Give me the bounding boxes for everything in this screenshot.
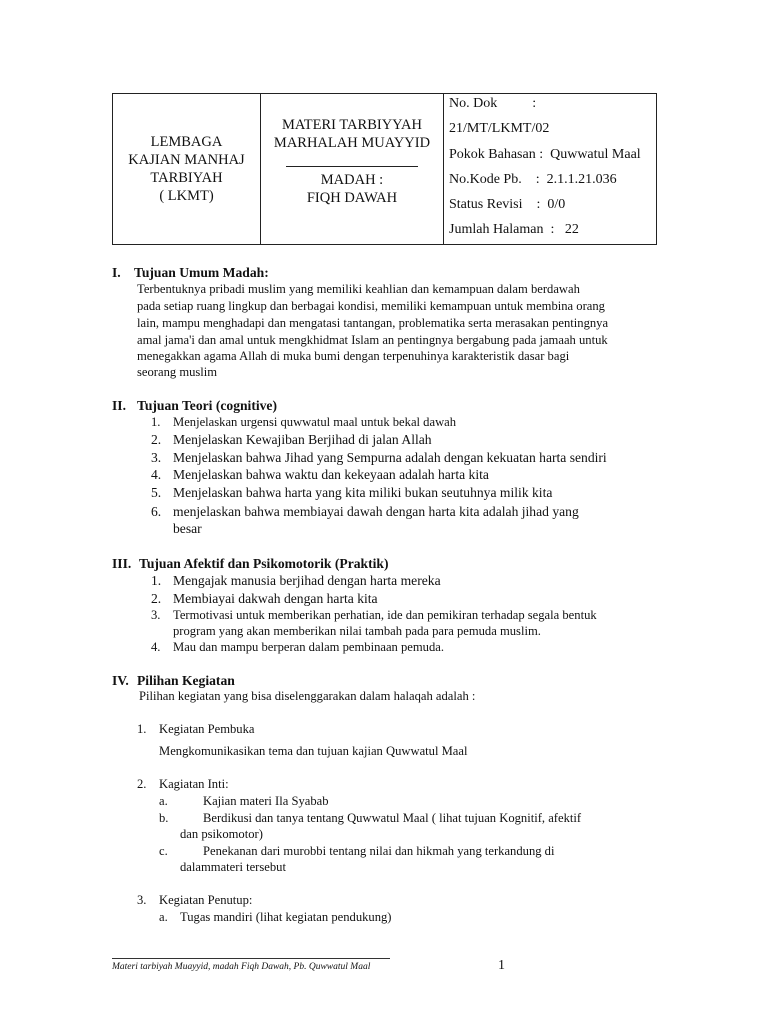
madah-line: FIQH DAWAH (306, 190, 398, 206)
paragraph-line: amal jama'i dan amal untuk mengkhidmat Islam an pentingnya bergabung pada jamaah untuk (137, 333, 608, 347)
materi-line: MATERI TARBIYYAH (282, 117, 422, 133)
list-number: 2. (151, 591, 162, 606)
list-number: 3. (151, 450, 162, 465)
list-number: 5. (151, 485, 162, 500)
sub-item-continuation: dan psikomotor) (180, 827, 263, 841)
org-line: TARBIYAH (150, 170, 223, 186)
list-item-continuation: program yang akan memberikan nilai tambah pada para pemuda muslim. (173, 624, 541, 638)
activity-number: 3. (137, 893, 147, 907)
list-number: 6. (151, 504, 162, 519)
list-number: 3. (151, 608, 161, 622)
list-item: menjelaskan bahwa membiayai dawah dengan harta kita adalah jihad yang (173, 504, 579, 519)
list-item: Membiayai dakwah dengan harta kita (173, 591, 378, 606)
doc-info-row: No. Dok : (449, 96, 537, 111)
list-item: Menjelaskan bahwa harta yang kita miliki bukan seutuhnya milik kita (173, 485, 553, 500)
header-table (112, 93, 657, 245)
list-number: 4. (151, 467, 162, 482)
list-item: Menjelaskan urgensi quwwatul maal untuk bekal dawah (173, 415, 457, 429)
paragraph-line: lain, mampu menghadapi dan mengatasi tantangan, problematika serta merasakan pentingnya (137, 316, 609, 330)
activity-number: 1. (137, 722, 147, 736)
org-cell (113, 94, 261, 244)
sub-item-letter: a. (159, 794, 168, 808)
activity-title: Kegiatan Penutup: (159, 893, 253, 907)
sub-item: Penekanan dari murobbi tentang nilai dan hikmah yang terkandung di (203, 844, 555, 858)
sub-item-continuation: dalammateri tersebut (180, 860, 286, 874)
sub-item-letter: b. (159, 811, 169, 825)
sub-item: Tugas mandiri (lihat kegiatan pendukung) (180, 910, 392, 924)
section-title: Tujuan Teori (cognitive) (137, 398, 277, 413)
section-title: Pilihan Kegiatan (137, 673, 235, 688)
activity-title: Kagiatan Inti: (159, 777, 229, 791)
list-item-continuation: besar (173, 521, 202, 536)
paragraph-line: Terbentuknya pribadi muslim yang memiliki keahlian dan kemampuan dalam berdawah (137, 282, 580, 296)
materi-cell (261, 94, 444, 244)
sub-item-letter: a. (159, 910, 168, 924)
sub-item-letter: c. (159, 844, 168, 858)
activity-text: Mengkomunikasikan tema dan tujuan kajian Quwwatul Maal (159, 744, 468, 758)
paragraph-line: menegakkan agama Allah di muka bumi dengan terpenuhinya karakteristik dasar bagi (137, 349, 570, 363)
doc-info-row: Jumlah Halaman : 22 (449, 222, 579, 238)
section-title: Tujuan Afektif dan Psikomotorik (Praktik) (139, 556, 389, 571)
doc-info-row: Pokok Bahasan : Quwwatul Maal (449, 146, 641, 162)
list-number: 1. (151, 573, 162, 588)
list-item: Mengajak manusia berjihad dengan harta mereka (173, 573, 441, 588)
activity-title: Kegiatan Pembuka (159, 722, 255, 736)
list-item: Termotivasi untuk memberikan perhatian, ide dan pemikiran terhadap segala bentuk (173, 608, 597, 622)
list-number: 1. (151, 415, 161, 429)
org-line: ( LKMT) (159, 188, 214, 204)
org-line: KAJIAN MANHAJ (128, 152, 245, 168)
list-item: Menjelaskan Kewajiban Berjihad di jalan Allah (173, 432, 432, 447)
doc-info-row: Status Revisi : 0/0 (449, 197, 566, 213)
sub-item: Kajian materi Ila Syabab (203, 794, 329, 808)
list-item: Mau dan mampu berperan dalam pembinaan pemuda. (173, 640, 445, 654)
activity-number: 2. (137, 777, 147, 791)
section-number: IV. (112, 673, 129, 688)
materi-line: MARHALAH MUAYYID (273, 135, 431, 151)
doc-info-cell (444, 94, 656, 244)
paragraph-line: seorang muslim (137, 365, 218, 379)
list-number: 2. (151, 432, 162, 447)
sub-item: Berdikusi dan tanya tentang Quwwatul Maal ( lihat tujuan Kognitif, afektif (203, 811, 582, 825)
section-number: I. (112, 265, 121, 280)
doc-info-row: 21/MT/LKMT/02 (449, 121, 550, 137)
page-number: 1 (498, 958, 505, 973)
intro-text: Pilihan kegiatan yang bisa diselenggarakan dalam halaqah adalah : (139, 689, 476, 703)
list-number: 4. (151, 640, 161, 654)
madah-line: MADAH : (320, 172, 384, 188)
section-number: III. (112, 556, 132, 571)
footer-text: Materi tarbiyah Muayyid, madah Fiqh Dawah, Pb. Quwwatul Maal (112, 962, 371, 972)
doc-info-row: No.Kode Pb. : 2.1.1.21.036 (449, 171, 617, 187)
list-item: Menjelaskan bahwa waktu dan kekeyaan adalah harta kita (173, 467, 489, 482)
paragraph-line: pada setiap ruang lingkup dan berbagai kondisi, memiliki kemampuan untuk membina orang (137, 299, 605, 313)
divider (286, 166, 418, 167)
section-number: II. (112, 398, 126, 413)
org-line: LEMBAGA (150, 134, 223, 150)
footer-divider (112, 958, 390, 959)
list-item: Menjelaskan bahwa Jihad yang Sempurna adalah dengan kekuatan harta sendiri (173, 450, 607, 465)
section-title: Tujuan Umum Madah: (134, 265, 269, 280)
